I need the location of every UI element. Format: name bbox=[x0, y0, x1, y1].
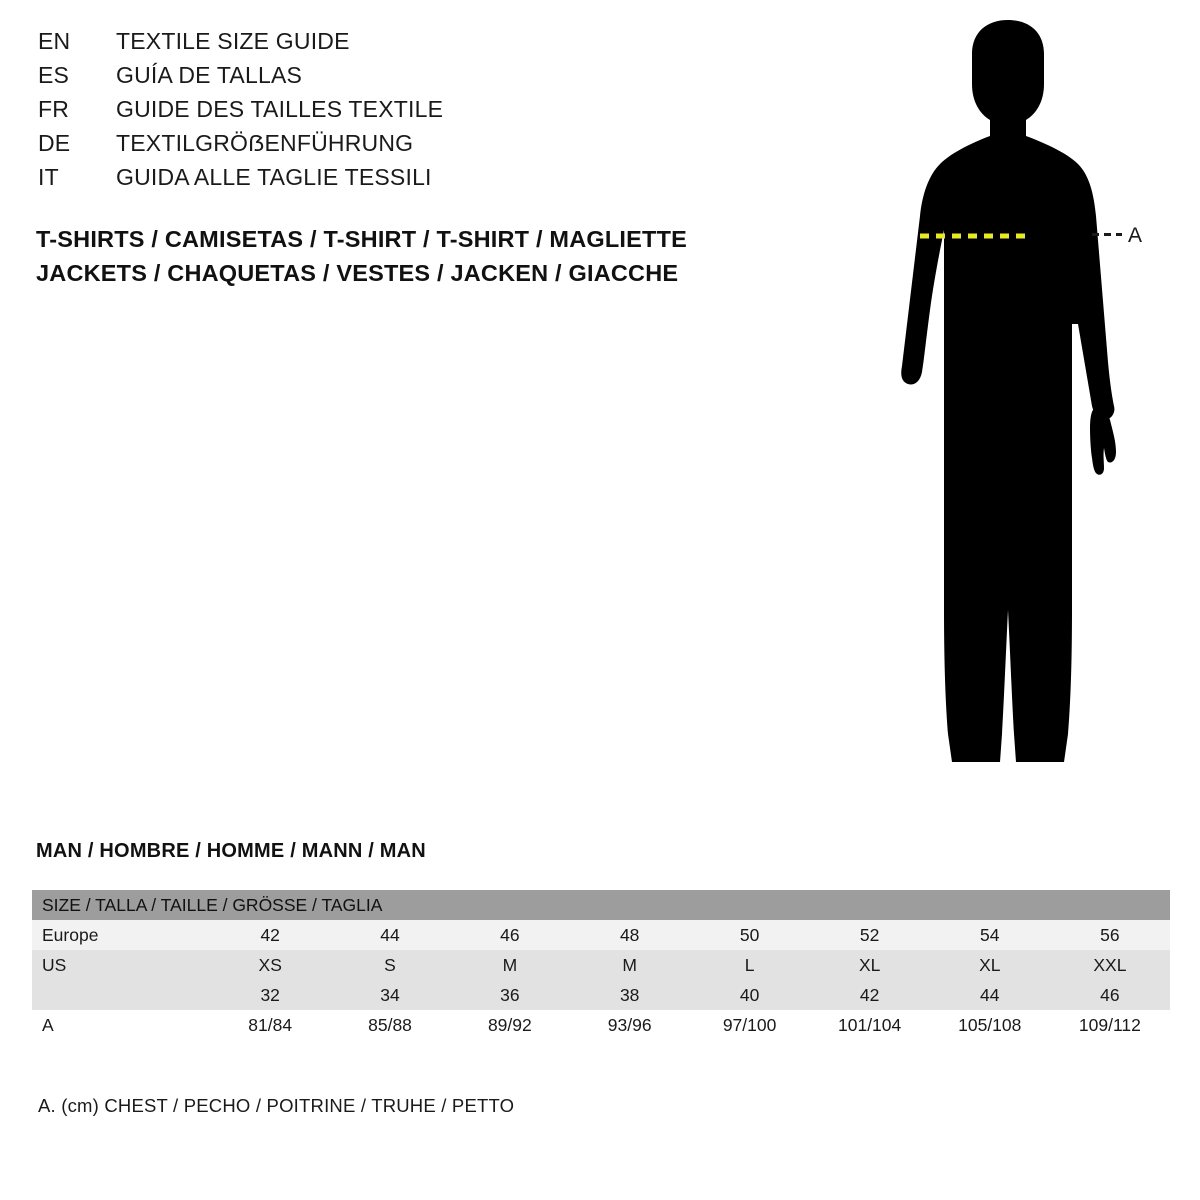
row-value: S bbox=[330, 950, 450, 980]
row-value: 36 bbox=[450, 980, 570, 1010]
language-row bbox=[38, 96, 738, 130]
row-value: 97/100 bbox=[690, 1010, 810, 1040]
row-value: 89/92 bbox=[450, 1010, 570, 1040]
language-header-list bbox=[38, 28, 738, 198]
garment-category-list bbox=[36, 222, 796, 290]
row-value: 34 bbox=[330, 980, 450, 1010]
row-value: 85/88 bbox=[330, 1010, 450, 1040]
measure-label-a: A bbox=[1128, 224, 1143, 247]
row-value: M bbox=[450, 950, 570, 980]
row-value: M bbox=[570, 950, 690, 980]
row-value: 44 bbox=[330, 920, 450, 950]
language-text: GUÍA DE TALLAS bbox=[116, 62, 303, 88]
row-label: Europe bbox=[32, 920, 210, 950]
row-value: 105/108 bbox=[930, 1010, 1050, 1040]
language-row bbox=[38, 28, 738, 62]
language-row bbox=[38, 130, 738, 164]
language-code: FR bbox=[38, 96, 70, 122]
row-value: 93/96 bbox=[570, 1010, 690, 1040]
row-value: 81/84 bbox=[210, 1010, 330, 1040]
row-value: 48 bbox=[570, 920, 690, 950]
category-line-tshirts: T-SHIRTS / CAMISETAS / T-SHIRT / T-SHIRT / MAGLIETTE bbox=[36, 226, 687, 252]
row-label: A bbox=[32, 1010, 210, 1040]
table-row bbox=[32, 920, 1170, 950]
language-text: TEXTILGRÖẞENFÜHRUNG bbox=[116, 130, 414, 156]
language-code: ES bbox=[38, 62, 70, 88]
row-value: 44 bbox=[930, 980, 1050, 1010]
language-row bbox=[38, 164, 738, 198]
table-section-title: MAN / HOMBRE / HOMME / MANN / MAN bbox=[36, 840, 426, 862]
row-value: 46 bbox=[1050, 980, 1170, 1010]
row-value: 32 bbox=[210, 980, 330, 1010]
male-silhouette-icon bbox=[820, 10, 1200, 800]
table-row bbox=[32, 980, 1170, 1010]
table-footnote: A. (cm) CHEST / PECHO / POITRINE / TRUHE / PETTO bbox=[38, 1095, 515, 1116]
language-code: DE bbox=[38, 130, 71, 156]
row-value: 101/104 bbox=[810, 1010, 930, 1040]
row-value: XXL bbox=[1050, 950, 1170, 980]
row-value: 42 bbox=[810, 980, 930, 1010]
row-value: 38 bbox=[570, 980, 690, 1010]
row-value: 50 bbox=[690, 920, 810, 950]
table-header-row bbox=[32, 890, 1170, 920]
row-value: XL bbox=[930, 950, 1050, 980]
language-code: EN bbox=[38, 28, 71, 54]
row-value: 40 bbox=[690, 980, 810, 1010]
category-line-jackets: JACKETS / CHAQUETAS / VESTES / JACKEN / GIACCHE bbox=[36, 260, 679, 286]
measure-leader-dashes bbox=[1092, 233, 1122, 236]
table-row bbox=[32, 950, 1170, 980]
language-text: GUIDA ALLE TAGLIE TESSILI bbox=[116, 164, 432, 190]
language-text: GUIDE DES TAILLES TEXTILE bbox=[116, 96, 444, 122]
row-value: 52 bbox=[810, 920, 930, 950]
language-code: IT bbox=[38, 164, 59, 190]
row-value: XL bbox=[810, 950, 930, 980]
row-label bbox=[32, 980, 210, 1010]
row-value: XS bbox=[210, 950, 330, 980]
language-row bbox=[38, 62, 738, 96]
row-value: 54 bbox=[930, 920, 1050, 950]
row-value: 109/112 bbox=[1050, 1010, 1170, 1040]
row-value: 42 bbox=[210, 920, 330, 950]
body-silhouette-figure bbox=[820, 10, 1200, 800]
row-label: US bbox=[32, 950, 210, 980]
row-value: 46 bbox=[450, 920, 570, 950]
table-header-label: SIZE / TALLA / TAILLE / GRÖSSE / TAGLIA bbox=[32, 890, 1170, 920]
row-value: 56 bbox=[1050, 920, 1170, 950]
row-value: L bbox=[690, 950, 810, 980]
language-text: TEXTILE SIZE GUIDE bbox=[116, 28, 350, 54]
size-table bbox=[32, 890, 1170, 1040]
table-row bbox=[32, 1010, 1170, 1040]
